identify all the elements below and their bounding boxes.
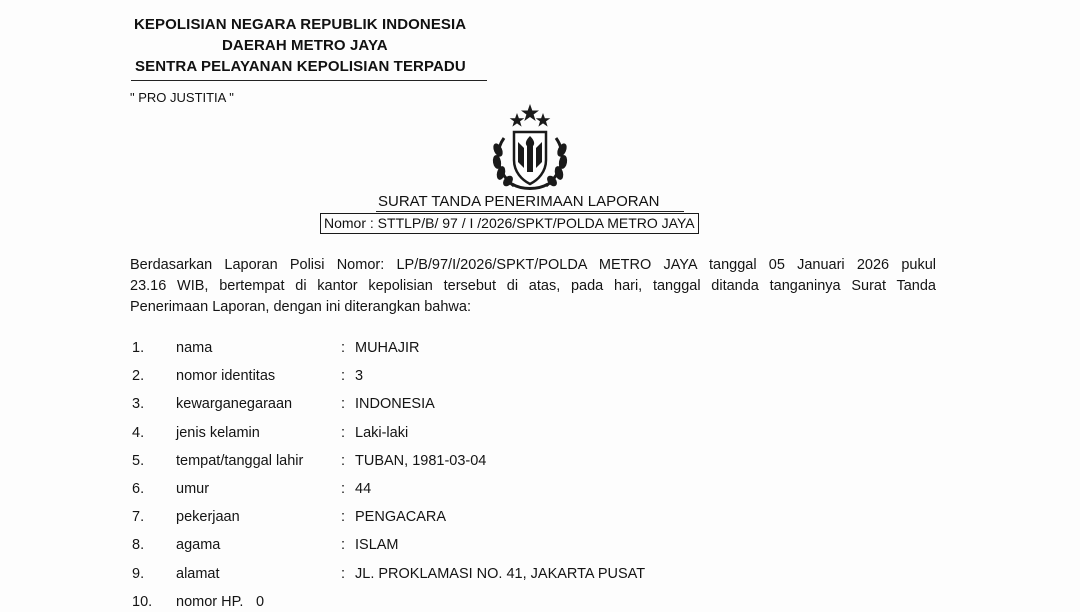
detail-row-nama (0, 334, 1080, 362)
title-underline (376, 211, 684, 212)
paragraph-line: Berdasarkan Laporan Polisi Nomor: LP/B/97/I/2026/SPKT/POLDA METRO JAYA tanggal 05 Januari 2026 pukul (130, 257, 936, 273)
row-label: agama (176, 537, 221, 554)
row-number: 3. (132, 396, 145, 413)
row-label: tempat/tanggal lahir (176, 452, 304, 469)
row-value: 3 (355, 368, 364, 385)
row-label: alamat (176, 565, 220, 582)
row-label: umur (176, 480, 210, 497)
detail-row-alamat (0, 560, 1080, 588)
detail-row-nomor-hp (0, 588, 1080, 612)
row-number: 4. (132, 424, 145, 441)
row-colon: : (341, 537, 346, 554)
row-colon: : (341, 396, 346, 413)
row-value: 0 (256, 593, 265, 610)
row-number: 5. (132, 452, 145, 469)
row-value: Laki-laki (355, 424, 409, 441)
header-unit: SENTRA PELAYANAN KEPOLISIAN TERPADU (135, 58, 466, 75)
document-number: Nomor : STTLP/B/ 97 / I /2026/SPKT/POLDA METRO JAYA (320, 213, 699, 234)
header-agency-name: KEPOLISIAN NEGARA REPUBLIK INDONESIA (134, 16, 467, 33)
row-label: jenis kelamin (176, 424, 260, 441)
header-region: DAERAH METRO JAYA (222, 37, 388, 54)
detail-row-jenis-kelamin (0, 419, 1080, 447)
row-colon: : (341, 480, 346, 497)
row-colon: : (341, 565, 346, 582)
detail-row-pekerjaan (0, 503, 1080, 531)
row-number: 9. (132, 565, 145, 582)
detail-row-umur (0, 475, 1080, 503)
row-label: kewarganegaraan (176, 396, 293, 413)
intro-paragraph (130, 255, 936, 318)
row-label: pekerjaan (176, 509, 240, 526)
police-emblem-icon (484, 102, 576, 192)
row-colon: : (341, 424, 346, 441)
row-label: nomor identitas (176, 368, 276, 385)
reporter-details-list (0, 334, 1080, 612)
row-number: 8. (132, 537, 145, 554)
paragraph-line: Penerimaan Laporan, dengan ini diterangkan bahwa: (130, 299, 471, 315)
row-number: 1. (132, 340, 145, 356)
row-value: 44 (355, 480, 372, 497)
row-value: TUBAN, 1981-03-04 (355, 452, 487, 469)
detail-row-tempat-tanggal-lahir (0, 447, 1080, 475)
row-colon: : (341, 509, 346, 526)
header-underline (131, 80, 487, 81)
row-colon: : (341, 340, 346, 356)
document-title: SURAT TANDA PENERIMAAN LAPORAN (378, 193, 660, 210)
row-value: INDONESIA (355, 396, 435, 413)
row-value: JL. PROKLAMASI NO. 41, JAKARTA PUSAT (355, 565, 646, 582)
row-label: nomor HP. (176, 593, 244, 610)
row-colon: : (341, 452, 346, 469)
row-value: PENGACARA (355, 509, 447, 526)
row-label: nama (176, 340, 213, 356)
row-number: 7. (132, 509, 145, 526)
row-number: 2. (132, 368, 145, 385)
paragraph-line: 23.16 WIB, bertempat di kantor kepolisian tersebut di atas, pada hari, tanggal ditanda tanganinya Surat Tanda (130, 278, 936, 294)
row-number: 10. (132, 593, 153, 610)
detail-row-nomor-identitas (0, 362, 1080, 390)
detail-row-kewarganegaraan (0, 390, 1080, 418)
row-colon: : (341, 368, 346, 385)
detail-row-agama (0, 531, 1080, 559)
row-number: 6. (132, 480, 145, 497)
row-value: MUHAJIR (355, 340, 420, 356)
row-value: ISLAM (355, 537, 399, 554)
pro-justitia-label: " PRO JUSTITIA " (130, 90, 234, 105)
